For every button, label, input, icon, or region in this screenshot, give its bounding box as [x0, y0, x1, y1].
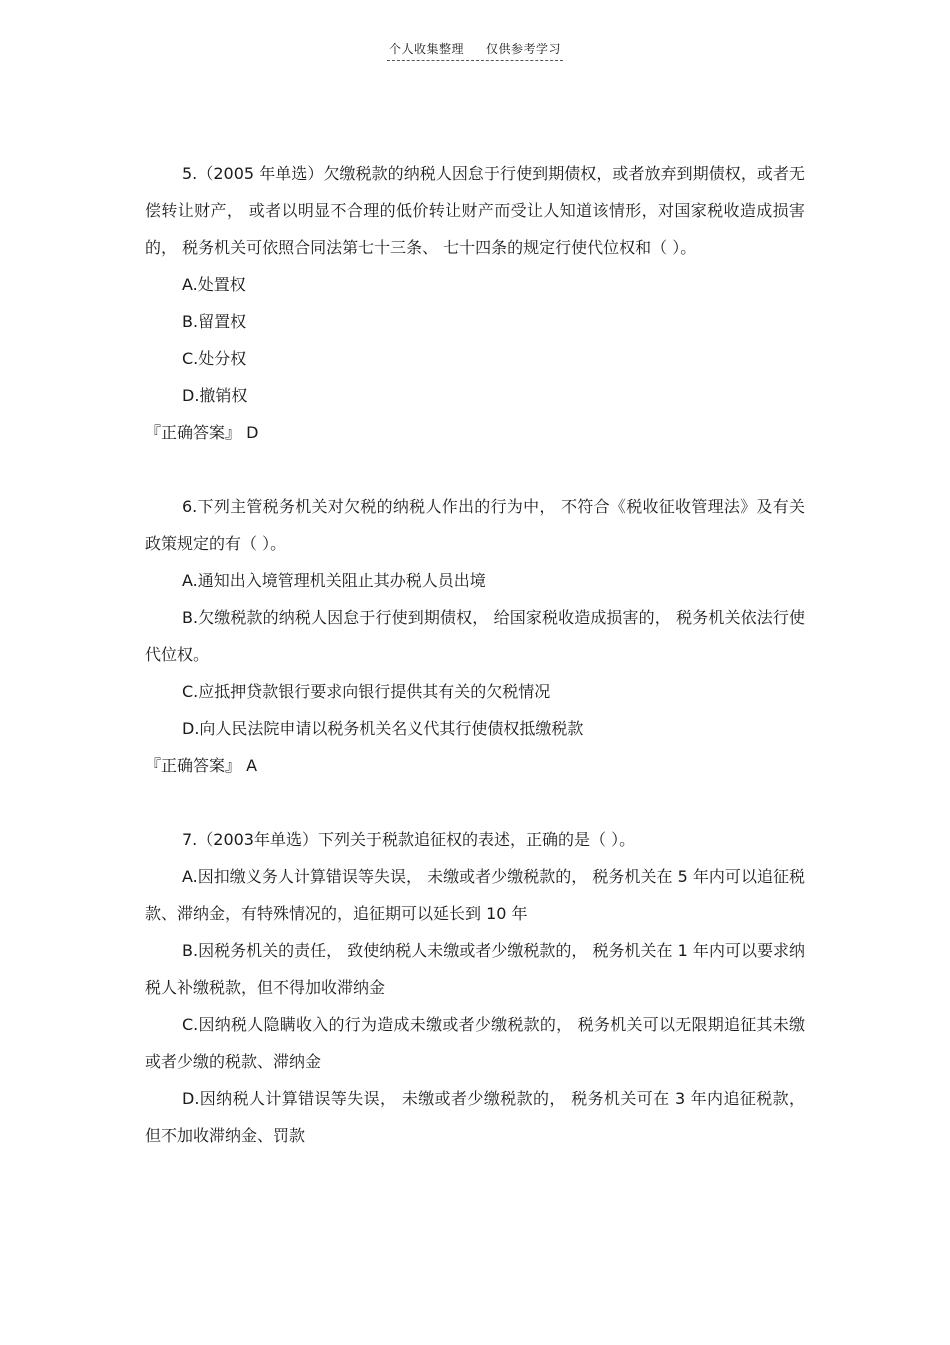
- option-a: A.通知出入境管理机关阻止其办税人员出境: [182, 571, 486, 590]
- option-c: C.应抵押贷款银行要求向银行提供其有关的欠税情况: [182, 682, 551, 701]
- spacer: [145, 451, 805, 488]
- option-a: A.因扣缴义务人计算错误等失误， 未缴或者少缴税款的， 税务机关在 5 年内可以追征税款、滞纳金，有特殊情况的，追征期可以延长到 10 年: [145, 867, 805, 923]
- correct-answer: 『正确答案』 D: [145, 423, 259, 442]
- header-underline: [387, 40, 563, 61]
- option-d: D.因纳税人计算错误等失误， 未缴或者少缴税款的， 税务机关可在 3 年内追征税款，但不加收滞纳金、罚款: [145, 1089, 805, 1145]
- question-stem: 7.（2003年单选）下列关于税款追征权的表述，正确的是（ ）。: [182, 830, 636, 849]
- question-7: [145, 821, 805, 1154]
- question-5: [145, 155, 805, 451]
- correct-answer: 『正确答案』 A: [145, 756, 258, 775]
- option-a: A.处置权: [182, 275, 246, 294]
- option-b: B.因税务机关的责任， 致使纳税人未缴或者少缴税款的， 税务机关在 1 年内可以要求纳税人补缴税款，但不得加收滞纳金: [145, 941, 805, 997]
- question-stem: 6.下列主管税务机关对欠税的纳税人作出的行为中， 不符合《税收征收管理法》及有关政策规定的有（ ）。: [145, 497, 805, 553]
- question-6: [145, 488, 805, 784]
- page-header: [0, 40, 950, 61]
- spacer: [145, 784, 805, 821]
- header-left-text: 个人收集整理: [388, 42, 464, 56]
- option-d: D.撤销权: [182, 386, 248, 405]
- option-b: B.欠缴税款的纳税人因怠于行使到期债权， 给国家税收造成损害的， 税务机关依法行使代位权。: [145, 608, 805, 664]
- option-b: B.留置权: [182, 312, 247, 331]
- question-stem: 5.（2005 年单选）欠缴税款的纳税人因怠于行使到期债权，或者放弃到期债权，或者无偿转让财产， 或者以明显不合理的低价转让财产而受让人知道该情形，对国家税收造成损害的， 税务机关可依照合同法第七十三条、 七十四条的规定行使代位权和（ ）。: [145, 164, 805, 257]
- header-right-text: 仅供参考学习: [486, 42, 562, 56]
- option-d: D.向人民法院申请以税务机关名义代其行使债权抵缴税款: [182, 719, 584, 738]
- document-body: [145, 155, 805, 1154]
- option-c: C.因纳税人隐瞒收入的行为造成未缴或者少缴税款的， 税务机关可以无限期追征其未缴或者少缴的税款、滞纳金: [145, 1015, 805, 1071]
- option-c: C.处分权: [182, 349, 247, 368]
